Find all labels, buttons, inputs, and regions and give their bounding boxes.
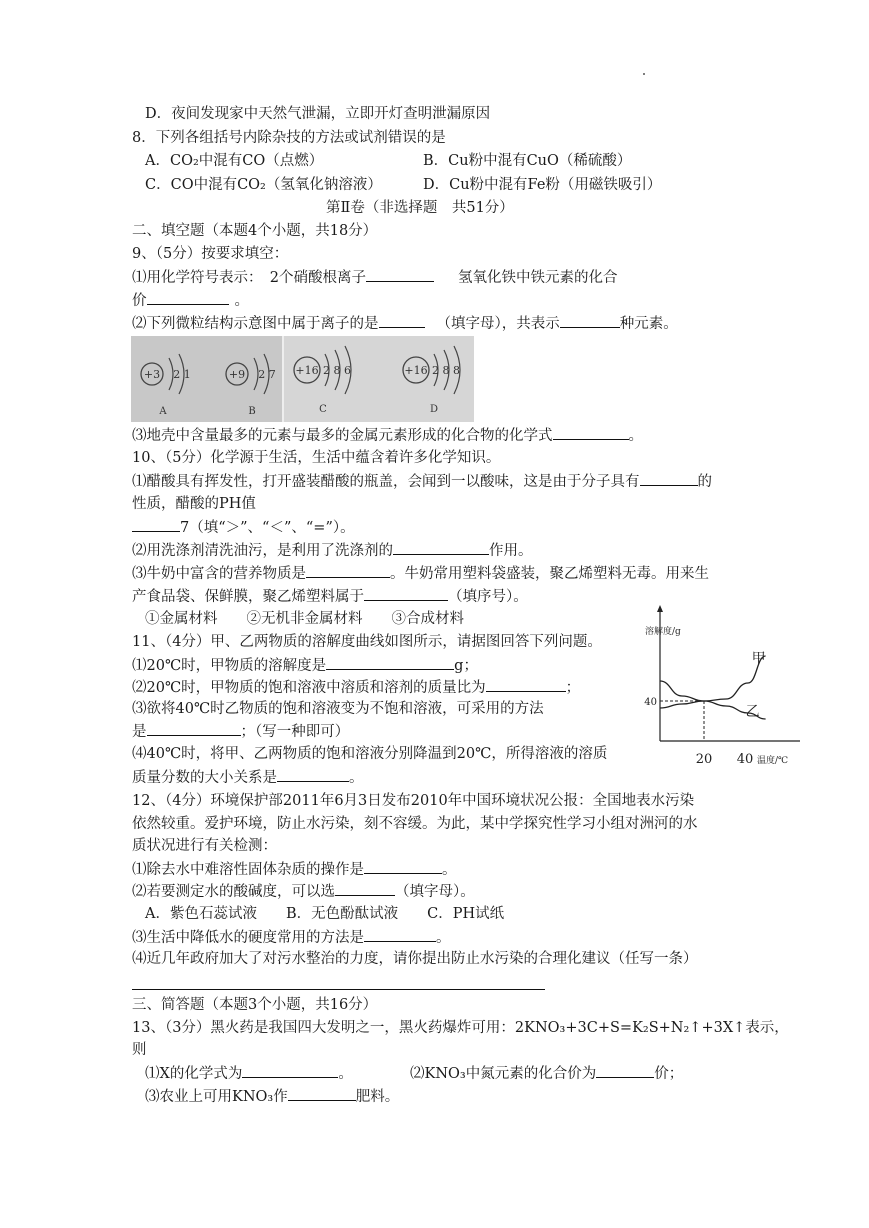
atom-d-shells: 2 8 8 [432,364,460,377]
x-axis-title: 温度/℃ [757,756,789,766]
y-tick-40: 40 [644,697,657,708]
atom-d-nucleus: +16 [404,364,428,377]
q10-part1-ph [132,517,355,538]
atom-c-label: C [319,404,327,415]
q11-method-blank[interactable] [147,721,241,736]
q12-stem-3: 质状况进行有关检测： [132,838,277,854]
q9-part3 [132,425,643,446]
series-label-1: 乙 [745,704,760,720]
q11-p2-text-a: ⑵20℃时，甲物质的饱和溶液中溶质和溶剂的质量比为 [132,680,486,696]
q13-p1-text-a: ⑴X的化学式为 [145,1066,243,1082]
q13-p3-text-a: ⑶农业上可用KNO₃作 [145,1089,288,1105]
corner-dot [643,73,645,75]
q10-p3-text-a: ⑶牛奶中富含的营养物质是 [132,566,306,582]
q9-valence-blank[interactable] [147,290,229,305]
q9-ion-blank[interactable] [379,313,425,328]
q11-stem: 11、（4分）甲、乙两物质的溶解度曲线如图所示，请据图回答下列问题。 [132,634,602,650]
q13-valence-blank[interactable] [596,1063,654,1078]
q13-part1 [145,1063,353,1084]
q10-p3-text-b: 。牛奶常用塑料袋盛装，聚乙烯塑料无毒。用来生 [390,566,709,582]
q10-p1-text-a: ⑴醋酸具有挥发性，打开盛装醋酸的瓶盖，会闻到一以酸味，这是由于分子具有 [132,474,640,490]
q11-p4-text-b: 质量分数的大小关系是 [132,770,277,786]
q13-part3 [145,1086,399,1107]
q12-p1-text-b: 。 [442,862,457,878]
q13-p3-text-b: 肥料。 [355,1089,400,1105]
q11-part4: ⑷40℃时，将甲、乙两物质的饱和溶液分别降温到20℃，所得溶液的溶质 [132,746,608,762]
q11-p4-text-c: 。 [349,770,364,786]
q13-stem-2: 则 [132,1042,147,1058]
q9-stem: 9、（5分）按要求填空： [132,246,289,262]
atom-a-shells: 2 1 [173,368,191,381]
q10-p3-text-c: 产食品袋、保鲜膜，聚乙烯塑料属于 [132,589,364,605]
q13-p1-text-b: 。 [338,1066,353,1082]
q10-part3-cont [132,586,528,607]
q11-part3-cont [132,721,349,742]
q9-p2-text-c: 种元素。 [619,316,678,332]
q12-part1 [132,859,457,880]
atom-b-label: B [248,406,256,417]
q8-option-b: B．Cu粉中混有CuO（稀硫酸） [423,153,632,169]
q9-part1 [132,267,617,288]
atom-a-nucleus: +3 [143,368,161,381]
q10-part2 [132,540,533,561]
q10-part1-cont: 性质，醋酸的PH值 [132,496,256,512]
series-curve-0 [660,656,766,701]
q10-p1-text-b: 的 [697,474,712,490]
q9-element-count-blank[interactable] [560,313,620,328]
q8-option-d: D．Cu粉中混有Fe粉（用磁铁吸引） [423,177,662,193]
q11-p1-text-a: ⑴20℃时，甲物质的溶解度是 [132,658,327,674]
q9-p1-text-b: 氢氧化铁中铁元素的化合 [457,270,618,286]
y-axis-arrow [657,605,663,612]
atom-c-nucleus: +16 [295,364,319,377]
chart-axes [657,605,800,741]
x-tick-20: 20 [695,752,713,767]
q11-p2-text-b: ； [565,680,581,696]
q12-part4: ⑷近几年政府加大了对污水整治的力度，请你提出防止水污染的合理化建议（任写一条） [132,951,698,967]
q12-options: A．紫色石蕊试液 B．无色酚酞试液 C．PH试纸 [145,906,505,922]
q9-part1-cont [132,290,249,311]
q9-p2-text-b: （填字母），共表示 [436,316,560,332]
q13-stem-1: 13、（3分）黑火药是我国四大发明之一，黑火药爆炸可用：2KNO₃+3C+S=K₂S+N₂↑+3X↑表示， [132,1020,789,1036]
q9-p3-text-a: ⑶地壳中含量最多的元素与最多的金属元素形成的化合物的化学式 [132,428,553,444]
q11-solubility-blank[interactable] [326,655,454,670]
q10-p3-text-d: （填序号）。 [448,589,528,605]
q10-detergent-blank[interactable] [393,540,489,555]
q11-p3-text-c: ；（写一种即可） [240,724,350,740]
q12-p3-text-b: 。 [436,930,451,946]
q12-hardness-blank[interactable] [364,927,436,942]
q10-material-blank[interactable] [364,586,448,601]
atom-b-shells: 2 7 [258,368,276,381]
atom-structure-figure [131,336,474,422]
atom-b-nucleus: +9 [228,368,246,381]
atom-d-label: D [429,404,439,415]
q12-stem-2: 依然较重。爱护环境，防止水污染，刻不容缓。为此，某中学探究性学习小组对洲河的水 [132,816,698,832]
q9-p1-text-d: 。 [234,293,249,309]
x-tick-40: 40 [736,752,754,767]
q11-relation-blank[interactable] [277,767,349,782]
series-label-0: 甲 [751,651,766,667]
chart-labels [644,625,788,767]
q10-p2-text-b: 作用。 [489,543,533,559]
q9-p2-text-a: ⑵下列微粒结构示意图中属于离子的是 [132,316,379,332]
q12-ph-method-blank[interactable] [335,881,395,896]
q13-p2-text-a: ⑵KNO₃中氮元素的化合价为 [410,1066,597,1082]
q10-part1 [132,471,712,492]
q13-p2-text-b: 价； [654,1066,684,1082]
atom-c-shells: 2 8 6 [323,364,351,377]
q10-part3 [132,563,709,584]
q11-part1 [132,655,478,676]
q8-option-c: C．CO中混有CO₂（氢氧化钠溶液） [145,177,382,193]
q7-option-d: D．夜间发现家中天然气泄漏，立即开灯查明泄漏原因 [145,106,491,122]
q10-p1-text-d: 7（填“＞”、“＜”、“=”）。 [180,520,355,536]
atom-a-label: A [159,406,167,417]
q10-material-options: ①金属材料 ②无机非金属材料 ③合成材料 [145,611,464,627]
q12-suggestion-blank[interactable] [132,989,545,990]
q11-mass-ratio-blank[interactable] [486,677,566,692]
y-axis-title: 溶解度/g [645,627,681,637]
q13-x-formula-blank[interactable] [242,1063,338,1078]
q9-part2 [132,313,678,334]
q10-ph-blank[interactable] [132,517,180,532]
q11-part2 [132,677,580,698]
q11-p3-text-b: 是 [132,724,147,740]
q12-p2-text-b: （填字母）。 [395,884,475,900]
q9-formula-blank[interactable] [553,425,629,440]
q8-option-a: A．CO₂中混有CO（点燃） [145,153,324,169]
q11-part3: ⑶欲将40℃时乙物质的饱和溶液变为不饱和溶液，可采用的方法 [132,701,544,717]
q10-molecule-property-blank[interactable] [640,471,698,486]
q12-p3-text-a: ⑶生活中降低水的硬度常用的方法是 [132,930,364,946]
q12-operation-blank[interactable] [364,859,442,874]
solubility-chart [640,600,810,770]
q12-part3 [132,927,451,948]
q8-stem: 8．下列各组括号内除杂技的方法或试剂错误的是 [132,130,446,146]
section3-heading: 三、简答题（本题3个小题，共16分） [132,997,378,1013]
q10-nutrient-blank[interactable] [306,563,390,578]
q9-p1-text-a: ⑴用化学符号表示： 2个硝酸根离子 [132,270,366,286]
q12-p1-text-a: ⑴除去水中难溶性固体杂质的操作是 [132,862,364,878]
q12-stem-1: 12、（4分）环境保护部2011年6月3日发布2010年中国环境状况公报：全国地表水污染 [132,793,695,809]
q9-p3-text-b: 。 [628,428,643,444]
q10-p2-text-a: ⑵用洗涤剂清洗油污，是利用了洗涤剂的 [132,543,393,559]
q13-part2 [410,1063,683,1084]
q13-fertilizer-blank[interactable] [288,1086,356,1101]
q9-p1-text-c: 价 [132,293,147,309]
q11-p1-text-b: g； [454,658,478,674]
q12-part2 [132,881,475,902]
q9-nitrate-blank[interactable] [366,267,434,282]
q12-p2-text-a: ⑵若要测定水的酸碱度，可以选 [132,884,335,900]
section2-heading: 二、填空题（本题4个小题，共18分） [132,223,378,239]
q10-stem: 10、（5分）化学源于生活，生活中蕴含着许多化学知识。 [132,450,501,466]
q11-part4-cont [132,767,364,788]
part2-title: 第Ⅱ卷（非选择题 共51分） [326,200,514,216]
